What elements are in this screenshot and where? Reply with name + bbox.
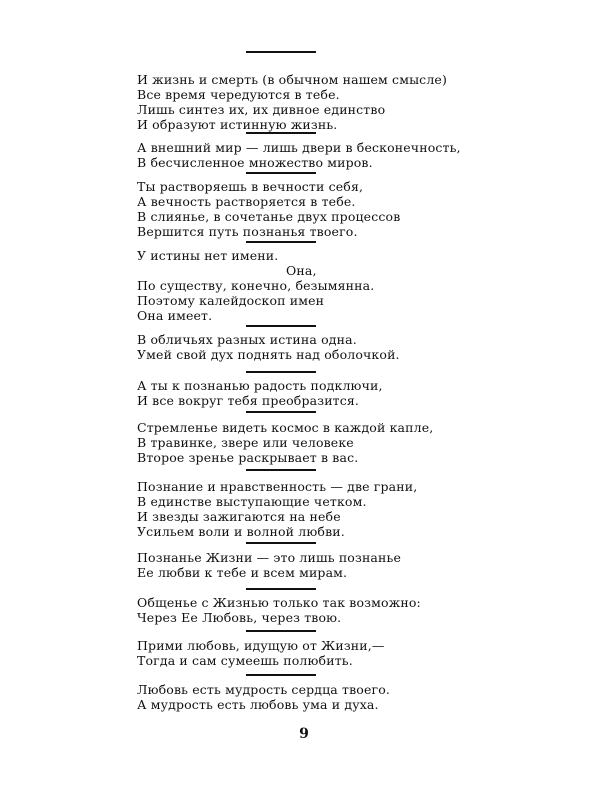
- poem-line: Второе зренье раскрывает в вас.: [137, 450, 359, 465]
- poem-line: Усильем воли и волной любви.: [137, 524, 345, 539]
- poem-line: Ее любви к тебе и всем мирам.: [137, 565, 348, 580]
- poem-line: И все вокруг тебя преобразится.: [137, 393, 360, 408]
- poem-line: В единстве выступающие четком.: [137, 494, 367, 509]
- poem-line: Умей свой дух поднять над оболочкой.: [137, 347, 400, 362]
- poem-line: Тогда и сам сумеешь полюбить.: [137, 653, 353, 668]
- poem-line: У истины нет имени.: [137, 248, 279, 263]
- divider: [246, 588, 316, 590]
- poem-line: По существу, конечно, безымянна.: [137, 278, 375, 293]
- page-number: 9: [299, 726, 309, 742]
- poem-line: И образуют истинную жизнь.: [137, 117, 338, 132]
- poem-line: Стремленье видеть космос в каждой капле,: [137, 420, 434, 435]
- poem-line: Ты растворяешь в вечности себя,: [137, 179, 364, 194]
- poem-line: И звезды зажигаются на небе: [137, 509, 341, 524]
- poem-line: И жизнь и смерть (в обычном нашем смысле): [137, 72, 447, 87]
- divider: [246, 132, 316, 134]
- poem-line: А внешний мир — лишь двери в бесконечность,: [137, 140, 461, 155]
- poem-line: Познание и нравственность — две грани,: [137, 479, 418, 494]
- divider: [246, 172, 316, 174]
- poem-line: Все время чередуются в тебе.: [137, 87, 340, 102]
- poem-line: Познанье Жизни — это лишь познанье: [137, 550, 402, 565]
- divider: [246, 371, 316, 373]
- divider: [246, 674, 316, 676]
- poem-line: В бесчисленное множество миров.: [137, 155, 373, 170]
- poem-line: А вечность растворяется в тебе.: [137, 194, 356, 209]
- divider: [246, 241, 316, 243]
- poem-line: Она имеет.: [137, 308, 213, 323]
- divider: [246, 51, 316, 53]
- poem-line: Общенье с Жизнью только так возможно:: [137, 595, 421, 610]
- poem-line: Поэтому калейдоскоп имен: [137, 293, 325, 308]
- poem-line: Через Ее Любовь, через твою.: [137, 610, 342, 625]
- poem-line: А мудрость есть любовь ума и духа.: [137, 697, 379, 712]
- poem-line: А ты к познанью радость подключи,: [137, 378, 383, 393]
- poem-line: Любовь есть мудрость сердца твоего.: [137, 682, 391, 697]
- poem-line: Прими любовь, идущую от Жизни,—: [137, 638, 385, 653]
- divider: [246, 411, 316, 413]
- poem-line: В слиянье, в сочетанье двух процессов: [137, 209, 401, 224]
- poem-line: Она,: [286, 263, 317, 278]
- divider: [246, 469, 316, 471]
- poem-line: Лишь синтез их, их дивное единство: [137, 102, 386, 117]
- divider: [246, 325, 316, 327]
- poem-line: В обличьях разных истина одна.: [137, 332, 357, 347]
- poem-line: В травинке, звере или человеке: [137, 435, 354, 450]
- divider: [246, 542, 316, 544]
- poem-line: Вершится путь познанья твоего.: [137, 224, 358, 239]
- divider: [246, 630, 316, 632]
